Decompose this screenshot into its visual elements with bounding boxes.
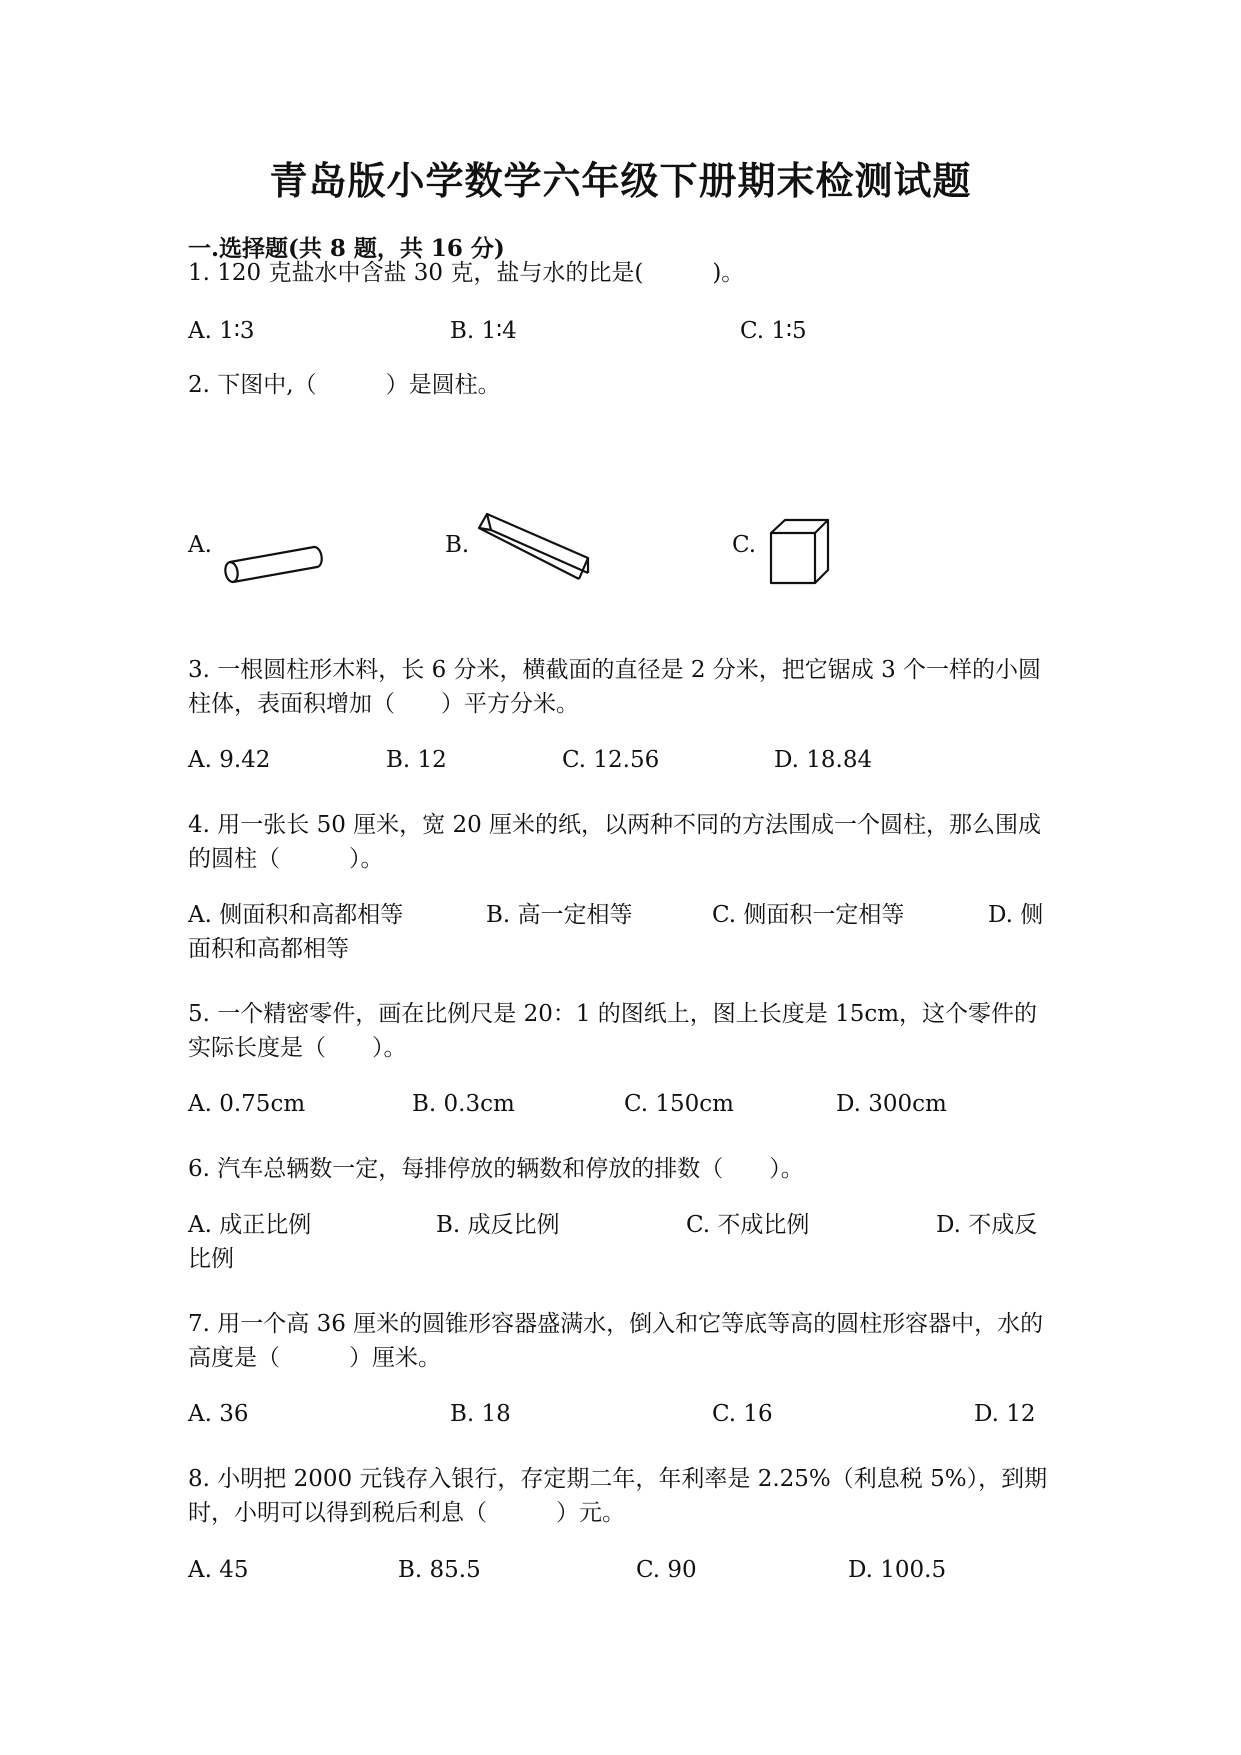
question-4: 4. 用一张长 50 厘米，宽 20 厘米的纸，以两种不同的方法围成一个圆柱，那么围成的圆柱（ ）。 xyxy=(188,812,1042,872)
question-3: 3. 一根圆柱形木料，长 6 分米，横截面的直径是 2 分米，把它锯成 3 个一样的小圆柱体，表面积增加（ ）平方分米。 xyxy=(188,657,1042,717)
option-b[interactable]: B. 12 xyxy=(386,747,447,773)
option-b[interactable]: B. 成反比例 xyxy=(436,1212,560,1238)
question-8-options xyxy=(188,1553,1068,1587)
triangular-prism-figure xyxy=(475,512,595,584)
option-d-continued: 比例 xyxy=(188,1246,234,1272)
question-3-options xyxy=(188,743,1068,777)
option-d[interactable]: D. 12 xyxy=(974,1401,1036,1427)
cylinder-figure xyxy=(222,545,327,590)
option-c[interactable]: C. 不成比例 xyxy=(686,1212,810,1238)
option-d-continued: 面积和高都相等 xyxy=(188,936,349,962)
option-a[interactable]: A. 侧面积和高都相等 xyxy=(188,902,404,928)
option-a[interactable]: A. 成正比例 xyxy=(188,1212,312,1238)
option-a[interactable]: A. 9.42 xyxy=(188,747,271,773)
option-a[interactable]: A. 0.75cm xyxy=(188,1091,306,1117)
question-6: 6. 汽车总辆数一定，每排停放的辆数和停放的排数（ ）。 xyxy=(188,1156,804,1182)
option-c[interactable]: C. 12.56 xyxy=(562,747,660,773)
question-6-options xyxy=(188,1208,1068,1242)
option-d[interactable]: D. 18.84 xyxy=(774,747,873,773)
option-b[interactable]: B. 高一定相等 xyxy=(486,902,633,928)
question-7: 7. 用一个高 36 厘米的圆锥形容器盛满水，倒入和它等底等高的圆柱形容器中，水的高度是（ ）厘米。 xyxy=(188,1311,1044,1371)
page-title: 青岛版小学数学六年级下册期末检测试题 xyxy=(269,158,972,203)
option-b[interactable]: B. 85.5 xyxy=(398,1557,481,1583)
option-a[interactable]: A. 45 xyxy=(188,1557,249,1583)
question-5: 5. 一个精密零件，画在比例尺是 20：1 的图纸上，图上长度是 15cm，这个零件的实际长度是（ ）。 xyxy=(188,1001,1038,1061)
option-d[interactable]: D. 100.5 xyxy=(848,1557,947,1583)
option-a[interactable]: A. 36 xyxy=(188,1401,249,1427)
question-1-options xyxy=(188,314,1068,348)
option-c[interactable]: C. xyxy=(732,532,757,558)
option-a[interactable]: A. xyxy=(188,532,212,558)
option-d[interactable]: D. 侧 xyxy=(988,902,1044,928)
option-c[interactable]: C. 150cm xyxy=(624,1091,734,1117)
option-c[interactable]: C. 90 xyxy=(636,1557,697,1583)
question-4-options xyxy=(188,898,1068,932)
option-c[interactable]: C. 16 xyxy=(712,1401,773,1427)
cube-figure xyxy=(768,518,832,586)
option-b[interactable]: B. 1∶4 xyxy=(450,318,517,344)
option-b[interactable]: B. xyxy=(445,532,470,558)
option-c[interactable]: C. 1∶5 xyxy=(740,318,807,344)
option-d[interactable]: D. 不成反 xyxy=(936,1212,1038,1238)
option-d[interactable]: D. 300cm xyxy=(836,1091,947,1117)
question-8: 8. 小明把 2000 元钱存入银行，存定期二年，年利率是 2.25%（利息税 5%），到期时，小明可以得到税后利息（ ）元。 xyxy=(188,1466,1048,1526)
option-b[interactable]: B. 18 xyxy=(450,1401,511,1427)
question-7-options xyxy=(188,1397,1068,1431)
section-heading: 一.选择题(共 8 题，共 16 分) xyxy=(188,235,505,262)
question-1: 1. 120 克盐水中含盐 30 克，盐与水的比是( )。 xyxy=(188,260,745,286)
option-c[interactable]: C. 侧面积一定相等 xyxy=(712,902,905,928)
question-2: 2. 下图中,（ ）是圆柱。 xyxy=(188,372,501,398)
question-5-options xyxy=(188,1087,1068,1121)
option-b[interactable]: B. 0.3cm xyxy=(412,1091,515,1117)
option-a[interactable]: A. 1∶3 xyxy=(188,318,255,344)
